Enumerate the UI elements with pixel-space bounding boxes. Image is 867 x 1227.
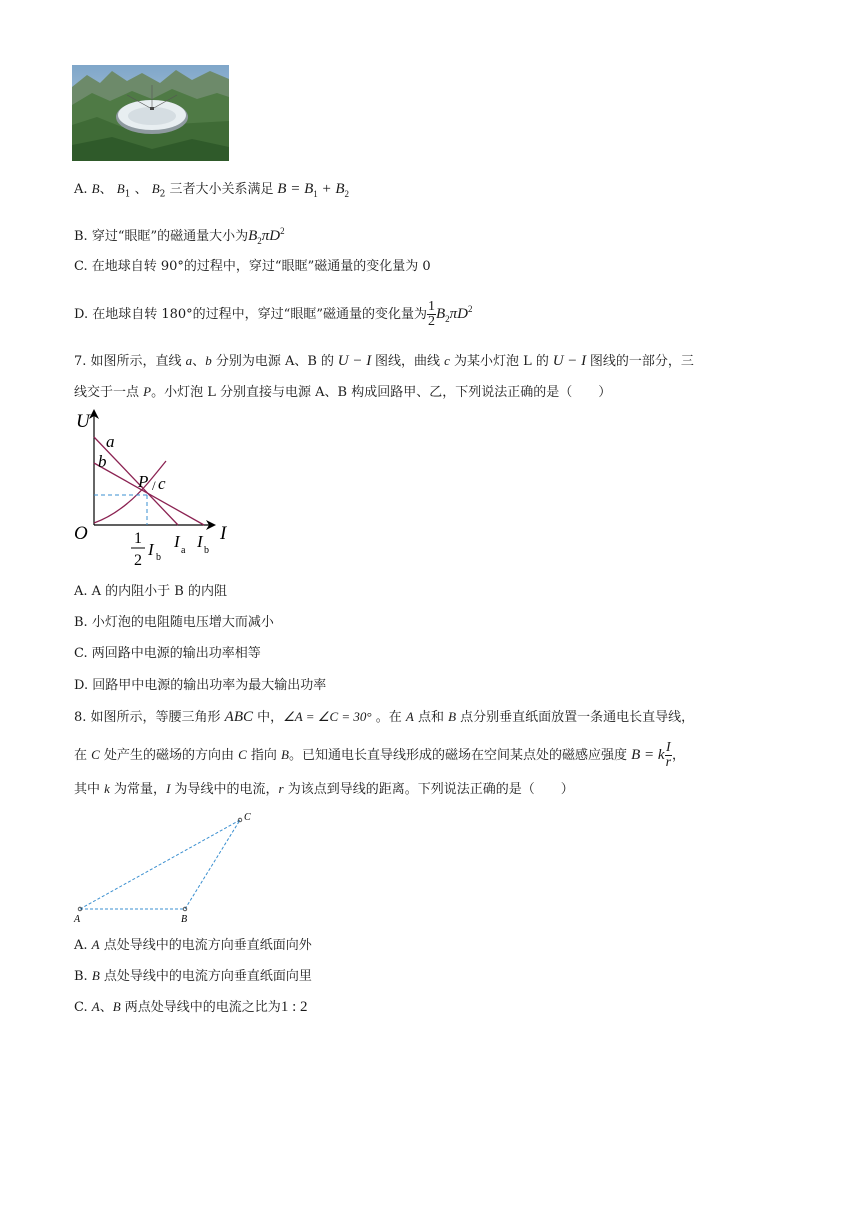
q7-option-a: A. A 的内阻小于 B 的内阻 [74,584,227,599]
q7-option-b: B. 小灯泡的电阻随电压增大而减小 [74,615,274,630]
half-num: 1 [134,530,142,547]
triangle-diagram [70,808,260,932]
label-ib: I [197,532,203,551]
label-i: I [220,523,227,544]
label-p: P [138,472,149,491]
side-ac [80,820,240,909]
q8-option-c: C. A、B 两点处导线中的电流之比为1 : 2 [74,999,308,1015]
q7-option-c: C. 两回路中电源的输出功率相等 [74,646,261,661]
q6-option-a: A. B、 $B_1$ 、 $B_2$ 三者大小关系满足 $B = B_1 + B_2$ [74,181,350,200]
svg-text:a: a [181,545,186,556]
q8-option-b: B. B 点处导线中的电流方向垂直纸面向里 [74,968,312,984]
q6-option-d: D. 在地球自转 180°的过程中，穿过“眼眶”磁通量的变化量为 $\frac{1}{2}$ $B_2\pi D^2$ [74,299,473,329]
label-half-ib: I [148,540,154,559]
half-den: 2 [134,552,142,569]
label-b: b [98,452,107,471]
telescope-photo [72,65,229,161]
q7-stem-line2: 线交于一点 P。小灯泡 L 分别直接与电源 A、B 构成回路甲、乙，下列说法正确的是（ ） [74,384,612,400]
label-ia: I [174,532,180,551]
label-a: a [106,432,115,451]
label-c: c [158,474,166,493]
svg-text:/: / [152,478,156,493]
q6-option-b: B. 穿过“眼眶”的磁通量大小为$B_2\pi D^2$ [74,226,285,246]
ui-graph [70,405,240,579]
q7-option-d: D. 回路甲中电源的输出功率为最大输出功率 [74,678,327,693]
svg-text:b: b [156,552,161,563]
svg-text:b: b [204,545,209,556]
q8-stem-line3: 其中 k 为常量，I 为导线中的电流，r 为该点到导线的距离。下列说法正确的是（ ） [74,781,574,797]
label-b: B [181,914,188,925]
label-o: O [74,523,88,544]
q8-option-a: A. A 点处导线中的电流方向垂直纸面向外 [74,937,312,953]
side-bc [185,820,240,909]
q8-stem-line1: 8. 如图所示，等腰三角形 ABC 中，∠A = ∠C = 30° 。在 A 点和 B 点分别垂直纸面放置一条通电长直导线， [74,709,695,725]
q7-stem-line1: 7. 如图所示，直线 a、b 分别为电源 A、B 的 U − I 图线，曲线 c 为某小灯泡 L 的 U − I 图线的一部分，三 [74,353,694,369]
q8-stem-line2: 在 C 处产生的磁场的方向由 C 指向 B。已知通电长直导线形成的磁场在空间某点处的磁感应强度 B = k $\frac{I}{r}$ ， [74,740,686,770]
label-u: U [76,411,90,432]
label-c: C [244,812,251,823]
label-a: A [74,914,81,925]
q6-option-c: C. 在地球自转 90°的过程中，穿过“眼眶”磁通量的变化量为 0 [74,259,431,274]
